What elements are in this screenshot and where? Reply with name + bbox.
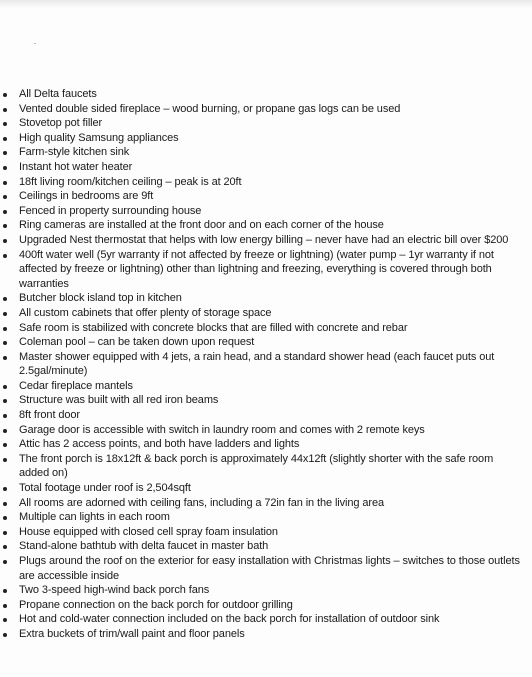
list-item: Cedar fireplace mantels [0, 379, 532, 394]
list-item: Instant hot water heater [0, 160, 532, 175]
list-item: Fenced in property surrounding house [0, 204, 532, 219]
list-item: Farm-style kitchen sink [0, 145, 532, 160]
list-item: Stand-alone bathtub with delta faucet in master bath [0, 539, 532, 554]
list-item: Vented double sided fireplace – wood burning, or propane gas logs can be used [0, 102, 532, 117]
list-item: All Delta faucets [0, 87, 532, 102]
list-item: Master shower equipped with 4 jets, a rain head, and a standard shower head (each faucet puts out 2.5gal/minute) [0, 350, 532, 379]
list-item: Ceilings in bedrooms are 9ft [0, 189, 532, 204]
list-item: Extra buckets of trim/wall paint and floor panels [0, 627, 532, 642]
list-item: The front porch is 18x12ft & back porch is approximately 44x12ft (slightly shorter with the safe room added on) [0, 452, 532, 481]
list-item: Garage door is accessible with switch in laundry room and comes with 2 remote keys [0, 423, 532, 438]
list-item: Plugs around the roof on the exterior for easy installation with Christmas lights – switches to those outlets are accessible inside [0, 554, 532, 583]
list-item: Coleman pool – can be taken down upon request [0, 335, 532, 350]
list-item: All custom cabinets that offer plenty of storage space [0, 306, 532, 321]
list-item: Hot and cold-water connection included on the back porch for installation of outdoor sink [0, 612, 532, 627]
list-item: Safe room is stabilized with concrete blocks that are filled with concrete and rebar [0, 321, 532, 336]
list-item: Attic has 2 access points, and both have ladders and lights [0, 437, 532, 452]
list-item: 18ft living room/kitchen ceiling – peak is at 20ft [0, 175, 532, 190]
list-item: 400ft water well (5yr warranty if not affected by freeze or lightning) (water pump – 1yr warranty if not affected by freeze or lightning) other than lightning and freezing, everything is covered through both warranties [0, 248, 532, 292]
list-item: Ring cameras are installed at the front door and on each corner of the house [0, 218, 532, 233]
list-item: Structure was built with all red iron beams [0, 393, 532, 408]
list-item: Upgraded Nest thermostat that helps with low energy billing – never have had an electric bill over $200 [0, 233, 532, 248]
list-item: Butcher block island top in kitchen [0, 291, 532, 306]
list-item: Propane connection on the back porch for outdoor grilling [0, 598, 532, 613]
list-item: 8ft front door [0, 408, 532, 423]
list-item: Multiple can lights in each room [0, 510, 532, 525]
list-item: Stovetop pot filler [0, 116, 532, 131]
list-item: Total footage under roof is 2,504sqft [0, 481, 532, 496]
list-item: High quality Samsung appliances [0, 131, 532, 146]
list-item: House equipped with closed cell spray foam insulation [0, 525, 532, 540]
scan-speck [34, 43, 36, 44]
feature-list [0, 87, 532, 642]
scan-edge-shade [0, 0, 532, 8]
list-item: Two 3-speed high-wind back porch fans [0, 583, 532, 598]
list-item: All rooms are adorned with ceiling fans, including a 72in fan in the living area [0, 496, 532, 511]
